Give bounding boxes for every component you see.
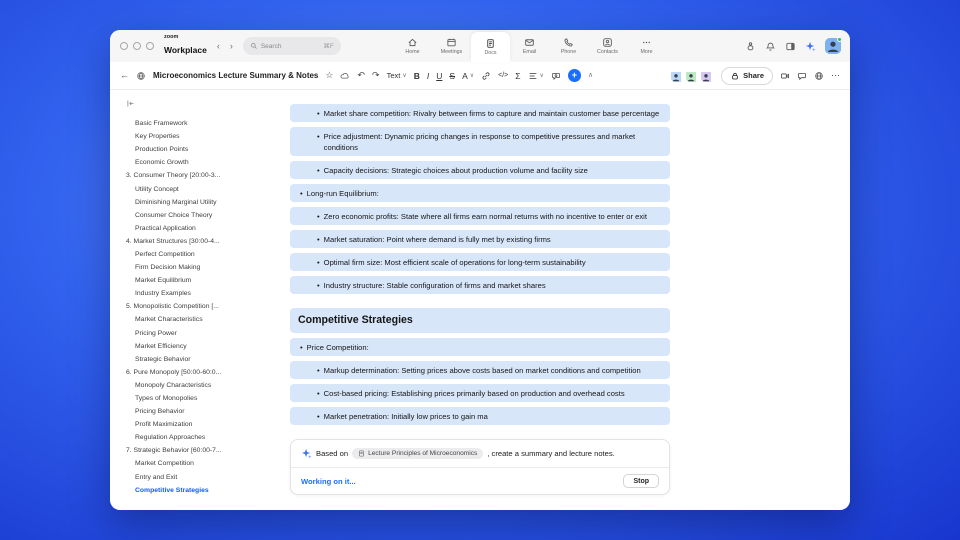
chat-icon[interactable] (797, 71, 807, 81)
doc-blocks (290, 104, 670, 425)
video-icon[interactable] (780, 71, 790, 81)
doc-bullet[interactable] (290, 230, 670, 248)
tab-email[interactable] (510, 30, 549, 62)
source-doc-label: Lecture Principles of Microeconomics (368, 450, 478, 458)
doc-back-icon[interactable]: ← (120, 70, 129, 80)
panel-toggle-icon[interactable] (785, 41, 796, 52)
sidebar-item[interactable]: Firm Decision Making (135, 264, 201, 272)
bullet-text: Capacity decisions: Strategic choices about production volume and facility size (323, 165, 588, 175)
tab-label: More (640, 49, 653, 55)
sidebar-item[interactable]: Production Points (135, 146, 189, 154)
brand-top: zoom (164, 34, 179, 41)
code-icon[interactable]: </> (498, 72, 509, 79)
tab-meetings[interactable] (432, 30, 471, 62)
doc-body (110, 90, 850, 509)
undo-icon[interactable]: ↶ (357, 70, 366, 80)
more-options-icon[interactable]: ⋯ (831, 70, 840, 80)
nav-tabs (393, 30, 666, 62)
bullet-marker: • (300, 188, 303, 198)
tab-docs[interactable] (471, 32, 510, 62)
globe-icon[interactable] (814, 71, 824, 81)
share-button[interactable] (721, 67, 773, 85)
ai-status-text: Working on it... (301, 476, 356, 486)
doc-title: Microeconomics Lecture Summary & Notes (153, 71, 319, 80)
collaborator-avatar[interactable] (701, 69, 714, 82)
share-label: Share (743, 71, 764, 80)
bullet-marker: • (317, 411, 320, 421)
link-icon[interactable] (481, 71, 491, 81)
outline-sidebar (110, 90, 282, 509)
history-nav (217, 41, 233, 51)
sidebar-item[interactable]: Key Properties (135, 133, 180, 141)
bullet-marker: • (317, 257, 320, 267)
collaborator-avatar[interactable] (686, 69, 699, 82)
ai-companion-icon[interactable] (805, 41, 816, 52)
sidebar-item[interactable]: Industry Examples (135, 290, 191, 298)
robot-icon[interactable] (745, 41, 756, 52)
app-window (110, 30, 850, 510)
sidebar-item[interactable]: Strategic Behavior (135, 355, 191, 363)
bullet-text: Zero economic profits: State where all firms earn normal returns with no incentive to enter or exit (323, 211, 647, 221)
text-style-dropdown[interactable] (387, 71, 407, 80)
tab-home[interactable] (393, 30, 432, 62)
forward-arrow-icon[interactable]: › (229, 41, 233, 51)
search-input[interactable] (243, 37, 341, 55)
bullet-text: Markup determination: Setting prices above costs based on market conditions and competition (323, 365, 641, 375)
tab-label: Home (405, 49, 420, 55)
sidebar-item[interactable]: Economic Growth (135, 159, 189, 167)
bullet-marker: • (317, 131, 320, 141)
window-chrome (110, 30, 850, 62)
bullet-marker: • (317, 280, 320, 290)
source-doc-chip[interactable] (352, 448, 483, 459)
ai-prompt-prefix: Based on (316, 449, 349, 459)
bold-button[interactable]: B (413, 70, 420, 81)
redo-icon[interactable]: ↷ (372, 70, 380, 80)
list-align-dropdown[interactable] (528, 71, 544, 81)
sidebar-item[interactable]: Market Competition (135, 460, 194, 468)
text-color-label: A (462, 70, 468, 81)
ai-prompt-card (290, 439, 670, 495)
sidebar-item[interactable]: Pricing Behavior (135, 408, 185, 416)
bullet-marker: • (317, 234, 320, 244)
sidebar-item[interactable]: Pricing Power (135, 329, 177, 337)
doc-visibility-icon[interactable] (136, 71, 146, 81)
search-icon (250, 42, 258, 50)
window-zoom-button[interactable] (146, 42, 154, 50)
sidebar-item[interactable]: Market Characteristics (135, 316, 203, 324)
sidebar-item[interactable]: Market Equilibrium (135, 277, 192, 285)
doc-bullet[interactable] (290, 384, 670, 402)
sidebar-item[interactable]: Basic Framework (135, 120, 188, 128)
tab-label: Docs (484, 50, 497, 56)
bullet-text: Industry structure: Stable configuration of firms and market shares (323, 280, 546, 290)
doc-bullet[interactable] (290, 207, 670, 225)
sidebar-item[interactable]: Market Efficiency (135, 342, 187, 350)
brand-logo (164, 35, 207, 57)
collaborator-avatars (671, 69, 714, 82)
bullet-text: Long-run Equilibrium: (306, 188, 379, 198)
bullet-text: Cost-based pricing: Establishing prices primarily based on production and overhead costs (323, 388, 625, 398)
ai-status-row (291, 467, 669, 494)
sidebar-item[interactable]: Entry and Exit (135, 473, 178, 481)
sidebar-item[interactable]: Types of Monopolies (135, 395, 198, 403)
chevron-down-icon: ∨ (469, 73, 475, 79)
text-color-dropdown[interactable] (462, 71, 474, 81)
tab-label: Contacts (597, 49, 618, 55)
doc-bullet[interactable] (290, 127, 670, 156)
comment-icon[interactable] (551, 71, 561, 81)
brand-bottom: Workplace (164, 44, 207, 55)
align-icon (528, 71, 538, 81)
sidebar-item[interactable]: 5. Monopolistic Competition [... (126, 303, 219, 311)
formula-icon[interactable]: Σ (515, 70, 521, 81)
bullet-marker: • (317, 388, 320, 398)
sidebar-item[interactable]: Competitive Strategies (135, 486, 209, 494)
collaborator-avatar[interactable] (671, 69, 684, 82)
bullet-text: Optimal firm size: Most efficient scale of operations for long-term sustainability (323, 257, 586, 267)
outline-list (125, 117, 278, 497)
bullet-text: Market saturation: Point where demand is fully met by existing firms (323, 234, 551, 244)
italic-button[interactable]: I (426, 70, 430, 81)
doc-canvas (282, 90, 850, 509)
ai-prompt-row (291, 440, 669, 467)
sidebar-item[interactable]: Monopoly Characteristics (135, 381, 212, 389)
sidebar-item[interactable]: Profit Maximization (135, 421, 193, 429)
doc-bullet[interactable] (290, 276, 670, 294)
search-shortcut: ⌘F (323, 43, 334, 50)
bullet-text: Price Competition: (306, 342, 369, 352)
search-placeholder: Search (260, 42, 282, 50)
sidebar-item[interactable]: Diminishing Marginal Utility (135, 198, 217, 206)
tab-phone[interactable] (549, 30, 588, 62)
sidebar-item[interactable]: 6. Pure Monopoly [50:00-60:0... (126, 368, 222, 376)
bullet-text: Market share competition: Rivalry between firms to capture and maintain customer base percentage (323, 108, 660, 118)
bullet-text: Market penetration: Initially low prices to gain ma (323, 411, 488, 421)
ai-prompt-suffix: , create a summary and lecture notes. (487, 449, 615, 459)
tab-label: Meetings (440, 49, 463, 55)
sidebar-item[interactable]: Utility Concept (135, 185, 179, 193)
bullet-marker: • (317, 211, 320, 221)
doc-bullet[interactable] (290, 184, 670, 202)
tab-contacts[interactable] (588, 30, 627, 62)
window-minimize-button[interactable] (133, 42, 141, 50)
chrome-right-icons (745, 30, 841, 62)
doc-toolbar (110, 62, 850, 90)
doc-bullet[interactable] (290, 253, 670, 271)
lock-icon (730, 71, 740, 81)
doc-bullet[interactable] (290, 361, 670, 379)
sidebar-item[interactable]: Regulation Approaches (135, 434, 206, 442)
bullet-marker: • (317, 165, 320, 175)
underline-button[interactable]: U (436, 70, 443, 81)
document-icon (358, 450, 365, 457)
bullet-marker: • (317, 108, 320, 118)
tab-more[interactable] (627, 30, 666, 62)
chevron-down-icon: ∨ (402, 73, 407, 79)
sidebar-item[interactable]: 7. Strategic Behavior [60:00-7... (126, 447, 222, 455)
star-icon[interactable]: ☆ (325, 70, 334, 80)
sidebar-item[interactable]: 3. Consumer Theory [20:00-3... (126, 172, 221, 180)
sidebar-item[interactable]: 4. Market Structures [30:00-4... (126, 237, 220, 245)
sidebar-item[interactable]: Practical Application (135, 224, 196, 232)
doc-bullet[interactable] (290, 161, 670, 179)
sidebar-item[interactable]: Consumer Choice Theory (135, 211, 213, 219)
ai-sparkle-icon (301, 448, 312, 459)
tab-label: Phone (560, 49, 577, 55)
collapse-sidebar-icon[interactable] (126, 99, 135, 108)
window-controls (120, 42, 154, 50)
back-arrow-icon[interactable]: ‹ (216, 41, 220, 51)
strikethrough-button[interactable]: S (449, 70, 456, 81)
chevron-down-icon: ∨ (539, 73, 544, 79)
bell-icon[interactable] (765, 41, 776, 52)
window-close-button[interactable] (120, 42, 128, 50)
doc-bullet[interactable] (290, 338, 670, 356)
bullet-marker: • (317, 365, 320, 375)
doc-bullet[interactable] (290, 407, 670, 425)
insert-add-button[interactable]: + (568, 69, 581, 82)
tab-label: Email (522, 49, 537, 55)
user-avatar[interactable] (825, 38, 841, 54)
presence-dot (837, 37, 842, 42)
collapse-toolbar-icon[interactable]: ∧ (587, 72, 594, 79)
doc-heading[interactable]: Competitive Strategies (290, 308, 670, 333)
bullet-text: Price adjustment: Dynamic pricing changes in response to competitive pressures and market conditions (323, 131, 636, 152)
text-style-label: Text (386, 71, 401, 80)
doc-bullet[interactable] (290, 104, 670, 122)
bullet-marker: • (300, 342, 303, 352)
cloud-status-icon[interactable] (340, 71, 350, 81)
stop-button[interactable]: Stop (623, 474, 659, 488)
sidebar-item[interactable]: Perfect Competition (135, 250, 195, 258)
